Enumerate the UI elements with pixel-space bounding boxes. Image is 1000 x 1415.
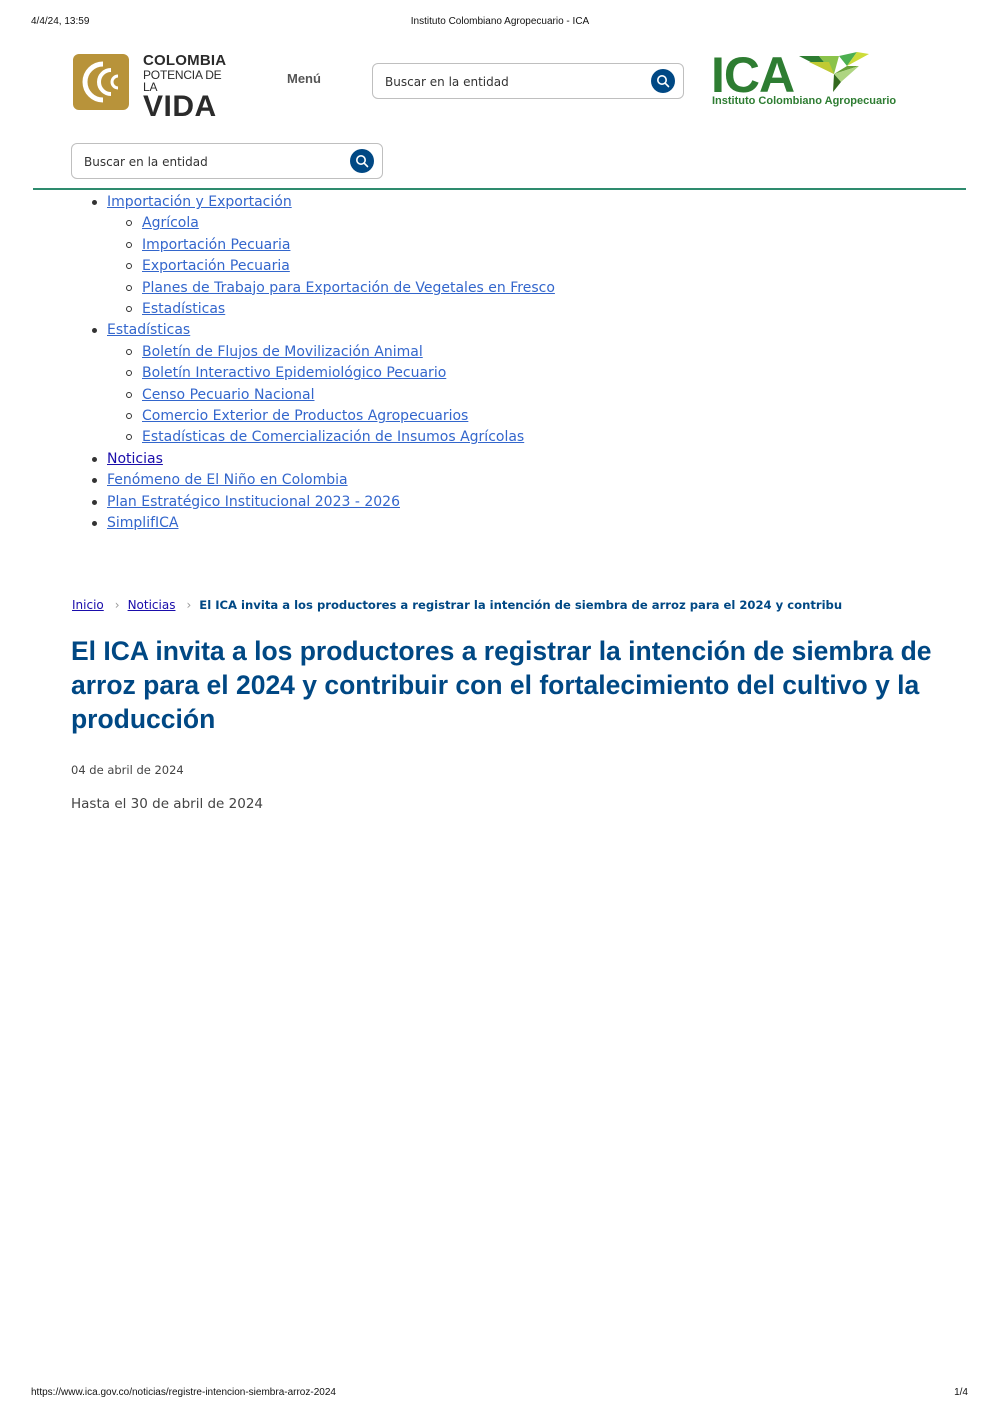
secondary-search-button[interactable] — [350, 149, 374, 173]
nav-subitem-planes-trabajo — [0, 278, 555, 299]
nav-link[interactable]: Plan Estratégico Institucional 2023 - 2026 — [107, 493, 400, 510]
nav-link[interactable]: Estadísticas de Comercialización de Insumos Agrícolas — [142, 429, 525, 446]
nav-link[interactable]: Planes de Trabajo para Exportación de Vegetales en Fresco — [142, 279, 555, 296]
nav-item-simplifica — [0, 513, 555, 534]
print-page-title: Instituto Colombiano Agropecuario - ICA — [410, 16, 590, 27]
gov-logo-line1: COLOMBIA — [143, 52, 227, 69]
breadcrumb-section-link[interactable]: Noticias — [127, 598, 176, 612]
nav-link[interactable]: Comercio Exterior de Productos Agropecuarios — [142, 408, 469, 425]
page-title: El ICA invita a los productores a registrar la intención de siembra de arroz para el 2024 y contribuir con el fortalecimiento del cultivo y la producción — [71, 636, 932, 734]
nav-link[interactable]: Noticias — [107, 450, 163, 467]
nav-subitem-agricola — [0, 213, 555, 234]
nav-item-noticias — [0, 449, 555, 470]
print-url: https://www.ica.gov.co/noticias/registre-intencion-siembra-arroz-2024 — [31, 1387, 336, 1398]
nav-subitem-importacion-pecuaria — [0, 235, 555, 256]
main-nav — [0, 192, 555, 535]
nav-subitem-comercio-exterior — [0, 406, 555, 427]
ica-logo-name: Instituto Colombiano Agropecuario — [712, 95, 897, 107]
print-page-number: 1/4 — [954, 1387, 968, 1398]
print-datetime: 4/4/24, 13:59 — [31, 16, 90, 27]
breadcrumb-current: El ICA invita a los productores a registrar la intención de siembra de arroz para el 2024 y contribu — [199, 598, 843, 612]
nav-item-plan-estrategico — [0, 492, 555, 513]
nav-item-estadisticas — [0, 320, 555, 341]
ica-logo-acronym: ICA — [711, 47, 795, 103]
nav-subitem-estadisticas-insumos — [0, 427, 555, 448]
search-icon — [355, 154, 369, 168]
nav-link[interactable]: Importación y Exportación — [107, 194, 292, 210]
ica-leaf-mosaic-icon — [799, 52, 869, 94]
nav-item-importacion-exportacion — [0, 192, 555, 213]
header-search-input[interactable] — [383, 70, 637, 94]
header-search-button[interactable] — [651, 69, 675, 93]
nav-subitem-boletin-flujos — [0, 342, 555, 363]
article-date: 04 de abril de 2024 — [71, 763, 184, 777]
nav-link[interactable]: Exportación Pecuaria — [142, 258, 290, 275]
nav-link[interactable]: Boletín de Flujos de Movilización Animal — [142, 343, 423, 360]
nav-link[interactable]: Boletín Interactivo Epidemiológico Pecuario — [142, 365, 447, 382]
nav-link[interactable]: Importación Pecuaria — [142, 236, 291, 253]
nav-subitem-censo-pecuario — [0, 385, 555, 406]
print-header — [0, 16, 1000, 30]
nav-item-fenomeno-nino — [0, 470, 555, 491]
nav-subitem-estadisticas — [0, 299, 555, 320]
gov-logo-icon — [73, 54, 129, 110]
chevron-right-icon: › — [186, 598, 192, 612]
search-icon — [656, 74, 670, 88]
gov-logo-line2: POTENCIA DE LA — [143, 68, 222, 94]
breadcrumb-home-link[interactable]: Inicio — [72, 598, 104, 612]
nav-link[interactable]: SimplifICA — [107, 515, 179, 532]
colombia-potencia-de-la-vida-logo[interactable] — [73, 52, 233, 123]
secondary-search-input[interactable] — [82, 150, 336, 174]
gov-logo-line3: VIDA — [143, 90, 217, 123]
nav-link[interactable]: Estadísticas — [107, 322, 191, 339]
nav-link[interactable]: Fenómeno de El Niño en Colombia — [107, 472, 348, 489]
nav-subitem-boletin-epidemiologico — [0, 363, 555, 384]
article-summary: Hasta el 30 de abril de 2024 — [71, 796, 264, 812]
ica-logo[interactable] — [711, 47, 897, 110]
print-footer — [0, 1387, 1000, 1401]
nav-subitem-exportacion-pecuaria — [0, 256, 555, 277]
header-divider — [33, 188, 966, 190]
nav-link[interactable]: Agrícola — [142, 215, 199, 232]
header-search — [372, 63, 684, 99]
menu-button[interactable]: Menú — [287, 71, 321, 86]
secondary-search — [71, 143, 383, 179]
nav-link[interactable]: Censo Pecuario Nacional — [142, 386, 315, 403]
breadcrumb — [72, 598, 842, 612]
nav-link[interactable]: Estadísticas — [142, 301, 226, 318]
chevron-right-icon: › — [114, 598, 120, 612]
